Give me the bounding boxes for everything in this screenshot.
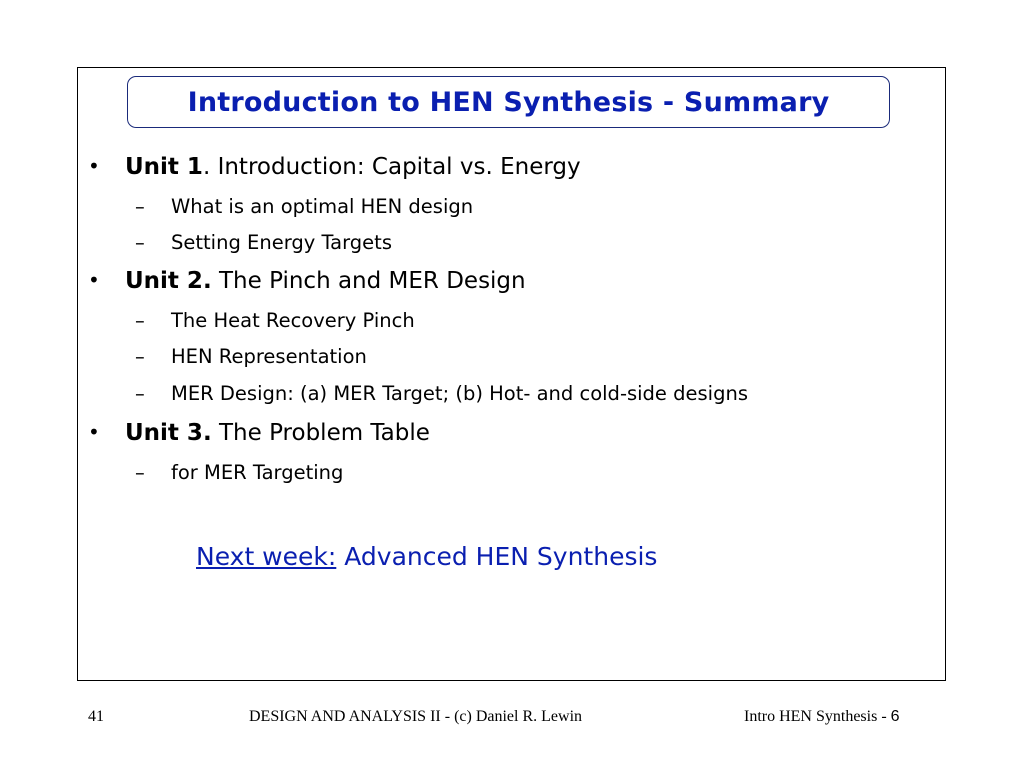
- sub-item-text: The Heat Recovery Pinch: [171, 309, 415, 332]
- sub-item: [135, 345, 367, 368]
- unit-1-text: . Introduction: Capital vs. Energy: [202, 154, 581, 180]
- sub-item-text: HEN Representation: [171, 345, 367, 368]
- bullet-icon: •: [88, 420, 100, 444]
- bullet-icon: •: [88, 154, 100, 178]
- next-week-link[interactable]: Next week:: [196, 542, 337, 571]
- unit-2-label: Unit 2.: [125, 268, 212, 294]
- next-week-text: Advanced HEN Synthesis: [336, 542, 658, 571]
- sub-item-text: for MER Targeting: [171, 461, 344, 484]
- title-box: [127, 76, 890, 128]
- unit-3-text: The Problem Table: [211, 420, 430, 446]
- dash-icon: –: [135, 309, 145, 332]
- unit-1-item: [88, 154, 581, 180]
- footer-center: DESIGN AND ANALYSIS II - (c) Daniel R. Lewin: [249, 708, 583, 725]
- sub-item-text: What is an optimal HEN design: [171, 195, 474, 218]
- footer-right-prefix: Intro HEN Synthesis -: [744, 708, 891, 725]
- slide-title: Introduction to HEN Synthesis - Summary: [187, 86, 830, 118]
- dash-icon: –: [135, 195, 145, 218]
- sub-item: [135, 461, 344, 484]
- unit-3-item: [88, 420, 430, 446]
- dash-icon: –: [135, 382, 145, 405]
- sub-item: [135, 195, 474, 218]
- unit-2-item: [88, 268, 526, 294]
- sub-item: [135, 382, 748, 405]
- unit-1-label: Unit 1: [125, 154, 203, 180]
- sub-item: [135, 231, 392, 254]
- dash-icon: –: [135, 461, 145, 484]
- slide-number: 41: [88, 708, 104, 725]
- unit-3-label: Unit 3.: [125, 420, 212, 446]
- dash-icon: –: [135, 345, 145, 368]
- unit-2-text: The Pinch and MER Design: [211, 268, 526, 294]
- sub-item-text: MER Design: (a) MER Target; (b) Hot- and cold-side designs: [171, 382, 748, 405]
- bullet-icon: •: [88, 268, 100, 292]
- sub-item-text: Setting Energy Targets: [171, 231, 392, 254]
- next-week-line: [196, 542, 657, 571]
- sub-item: [135, 309, 415, 332]
- footer-page-number: 6: [890, 708, 900, 725]
- dash-icon: –: [135, 231, 145, 254]
- footer-right: [744, 708, 900, 726]
